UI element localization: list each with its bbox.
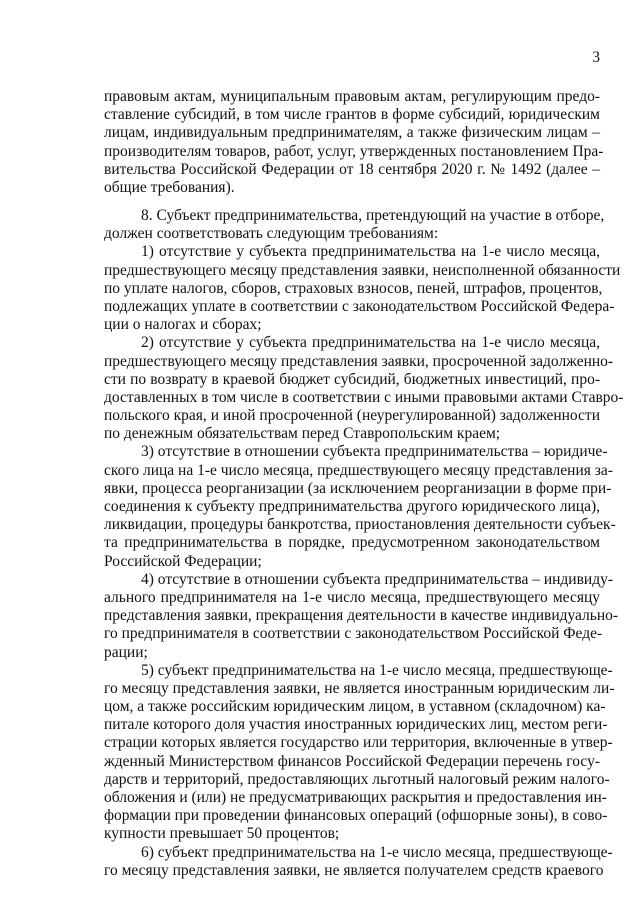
- text-line: го предпринимателя в соответствии с законодательством Российской Феде-: [104, 625, 603, 643]
- text-line: та предпринимательства в порядке, предусмотренном законодательством: [104, 534, 600, 552]
- requirement-6: 6) субъект предпринимательства на 1-е число месяца, предшествующе-: [141, 843, 613, 861]
- text-line: лицам, индивидуальным предпринимателям, а также физическим лицам –: [104, 124, 600, 142]
- requirement-3: 3) отсутствие в отношении субъекта предпринимательства – юридиче-: [141, 443, 608, 461]
- page-number: 3: [592, 49, 600, 66]
- paragraph-8-heading: 8. Субъект предпринимательства, претендующий на участие в отборе,: [141, 207, 605, 224]
- text-line: го месяцу представления заявки, не является иностранным юридическим ли-: [104, 679, 615, 697]
- text-line: производителям товаров, работ, услуг, утвержденных постановлением Пра-: [104, 142, 604, 160]
- requirement-4: 4) отсутствие в отношении субъекта предпринимательства – индивиду-: [141, 570, 614, 588]
- text-line: предшествующего месяцу представления заявки, просроченной задолженно-: [104, 352, 614, 370]
- text-line: вительства Российской Федерации от 18 сентября 2020 г. № 1492 (далее –: [104, 160, 600, 178]
- text-line: должен соответствовать следующим требованиям:: [104, 225, 439, 243]
- text-line: доставленных в том числе в соответствии с иными правовыми актами Ставро-: [104, 388, 624, 406]
- text-line: рации;: [104, 643, 148, 661]
- text-line: польского края, и иной просроченной (неурегулированной) задолженности: [104, 407, 600, 425]
- text-line: подлежащих уплате в соответствии с законодательством Российской Федера-: [104, 297, 615, 315]
- section-8: [104, 207, 624, 880]
- text-line: представления заявки, прекращения деятельности в качестве индивидуально-: [104, 607, 619, 625]
- text-line: ского лица на 1-е число месяца, предшествующего месяцу представления за-: [104, 461, 613, 479]
- text-line: Российской Федерации;: [104, 552, 262, 570]
- text-line: го месяцу представления заявки, не является получателем средств краевого: [104, 861, 604, 879]
- text-line: явки, процесса реорганизации (за исключением реорганизации в форме при-: [104, 479, 612, 497]
- text-line: питале которого доля участия иностранных юридических лиц, местом реги-: [104, 716, 608, 734]
- text-line: сти по возврату в краевой бюджет субсидий, бюджетных инвестиций, про-: [104, 370, 600, 388]
- requirement-1: 1) отсутствие у субъекта предпринимательства на 1-е число месяца,: [141, 243, 600, 261]
- text-line: по денежным обязательствам перед Ставропольским краем;: [104, 425, 501, 443]
- text-line: ликвидации, процедуры банкротства, приостановления деятельности субъек-: [104, 516, 616, 534]
- text-line: общие требования).: [104, 178, 235, 196]
- text-line: жденный Министерством финансов Российской Федерации перечень госу-: [104, 752, 600, 770]
- intro-paragraph: [104, 88, 604, 197]
- text-line: ции о налогах и сборах;: [104, 316, 262, 334]
- text-line: по уплате налогов, сборов, страховых взносов, пеней, штрафов, процентов,: [104, 279, 603, 297]
- text-line: обложения и (или) не предусматривающих раскрытия и предоставления ин-: [104, 789, 607, 806]
- text-line: страции которых является государство или территория, включенные в утвер-: [104, 734, 613, 752]
- text-line: дарств и территорий, предоставляющих льготный налоговый режим налого-: [104, 770, 610, 788]
- text-line: купности превышает 50 процентов;: [104, 825, 340, 843]
- requirement-2: 2) отсутствие у субъекта предпринимательства на 1-е число месяца,: [141, 334, 600, 352]
- requirement-5: 5) субъект предпринимательства на 1-е число месяца, предшествующе-: [141, 661, 613, 679]
- text-line: ставление субсидий, в том числе грантов в форме субсидий, юридическим: [104, 106, 600, 124]
- text-line: правовым актам, муниципальным правовым актам, регулирующим предо-: [104, 88, 600, 105]
- text-line: формации при проведении финансовых операций (офшорные зоны), в сово-: [104, 807, 608, 825]
- text-line: предшествующего месяцу представления заявки, неисполненной обязанности: [104, 261, 621, 279]
- text-line: соединения к субъекту предпринимательства другого юридического лица),: [104, 498, 600, 515]
- text-line: цом, а также российским юридическим лицом, в уставном (складочном) ка-: [104, 698, 606, 716]
- text-line: ального предпринимателя на 1-е число месяца, предшествующего месяцу: [104, 588, 600, 606]
